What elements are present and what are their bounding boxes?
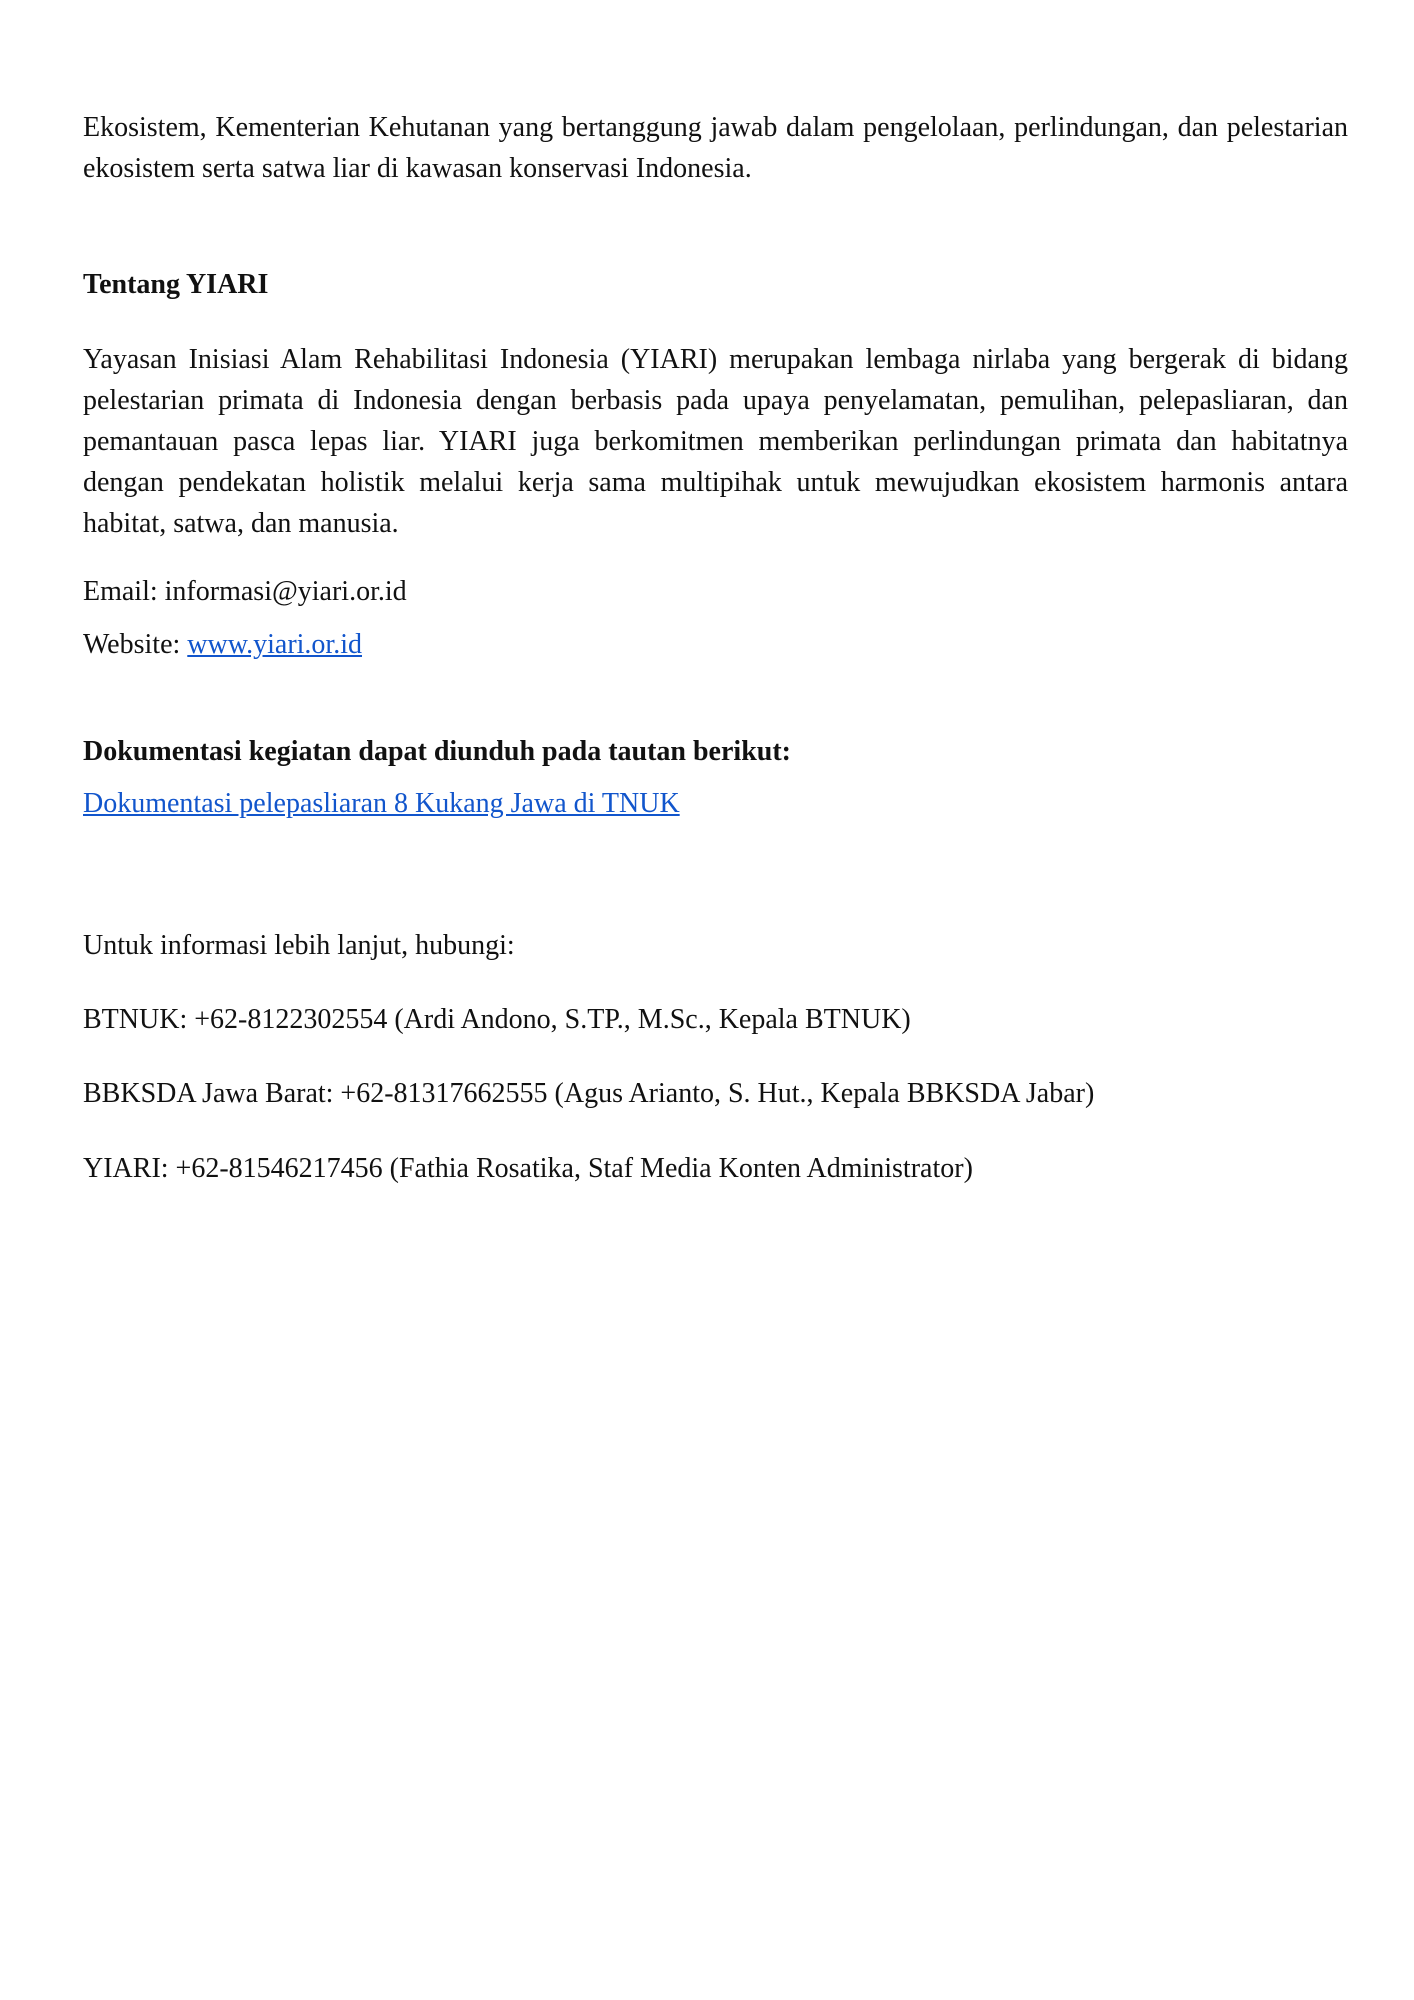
documentation-heading: Dokumentasi kegiatan dapat diunduh pada tautan berikut:: [83, 736, 791, 767]
about-heading: Tentang YIARI: [83, 269, 269, 300]
contact-intro: Untuk informasi lebih lanjut, hubungi:: [83, 930, 515, 961]
website-line: [83, 624, 1348, 665]
about-paragraph: Yayasan Inisiasi Alam Rehabilitasi Indonesia (YIARI) merupakan lembaga nirlaba yang bergerak di bidang pelestarian primata di Indonesia dengan berbasis pada upaya penyelamatan, pemulihan, pelepasliaran, dan pemantauan pasca lepas liar. YIARI juga berkomitmen memberikan perlindungan primata dan habitatnya dengan pendekatan holistik melalui kerja sama multipihak untuk mewujudkan ekosistem harmonis antara habitat, satwa, dan manusia.: [83, 344, 1348, 539]
contact-item-yiari: YIARI: +62-81546217456 (Fathia Rosatika, Staf Media Konten Administrator): [83, 1153, 973, 1184]
contact-item-bbksda: BBKSDA Jawa Barat: +62-81317662555 (Agus Arianto, S. Hut., Kepala BBKSDA Jabar): [83, 1078, 1095, 1109]
email-line: [83, 571, 1348, 612]
contact-item-btnuk: BTNUK: +62-8122302554 (Ardi Andono, S.TP., M.Sc., Kepala BTNUK): [83, 1004, 911, 1035]
website-link[interactable]: www.yiari.or.id: [187, 629, 362, 660]
email-value: informasi@yiari.or.id: [164, 576, 407, 607]
documentation-link[interactable]: Dokumentasi pelepasliaran 8 Kukang Jawa di TNUK: [83, 788, 680, 819]
intro-paragraph: Ekosistem, Kementerian Kehutanan yang bertanggung jawab dalam pengelolaan, perlindungan, dan pelestarian ekosistem serta satwa liar di kawasan konservasi Indonesia.: [83, 112, 1348, 184]
website-label: Website:: [83, 629, 188, 660]
email-label: Email:: [83, 576, 165, 607]
